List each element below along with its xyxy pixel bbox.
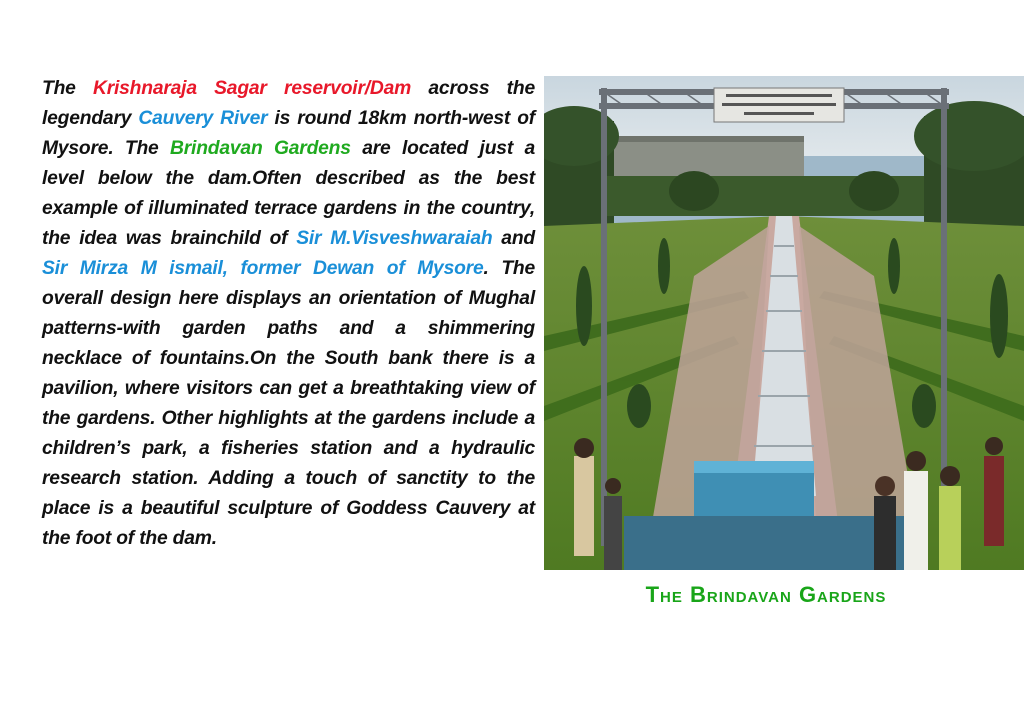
- krs-dam-highlight: Krishnaraja Sagar reservoir/Dam: [92, 78, 412, 99]
- cauvery-river-highlight: Cauvery River: [138, 108, 268, 129]
- text-segment: The: [42, 78, 93, 99]
- text-segment: across the legendary: [42, 78, 535, 129]
- description-paragraph: [42, 74, 535, 554]
- mirza-ismail-highlight: Sir Mirza M ismail, former Dewan of Mysore: [42, 258, 484, 279]
- photo-caption: The Brindavan Gardens: [645, 582, 887, 607]
- brindavan-gardens-photo: [544, 76, 1024, 570]
- text-segment: is round 18km north-west of Mysore. The: [42, 108, 535, 159]
- visveshwaraiah-highlight: Sir M.Visveshwaraiah: [296, 228, 493, 249]
- text-segment: . The overall design here displays an orientation of Mughal patterns-with garden paths and a shimmering necklace of fountains.On the South bank there is a pavilion, where visitors can get a breathtaking view of the gardens. Other highlights at the gardens include a children’s park, a fisheries station and a hydraulic research station. Adding a touch of sanctity to the place is a beautiful sculpture of Goddess Cauvery at the foot of the dam.: [42, 258, 535, 549]
- text-segment: are located just a level below the dam.Often described as the best example of illuminated terrace gardens in the country, the idea was brainchild of: [42, 138, 535, 249]
- brindavan-gardens-highlight: Brindavan Gardens: [170, 138, 351, 159]
- garden-illustration: [544, 76, 1024, 570]
- text-segment: and: [492, 228, 535, 249]
